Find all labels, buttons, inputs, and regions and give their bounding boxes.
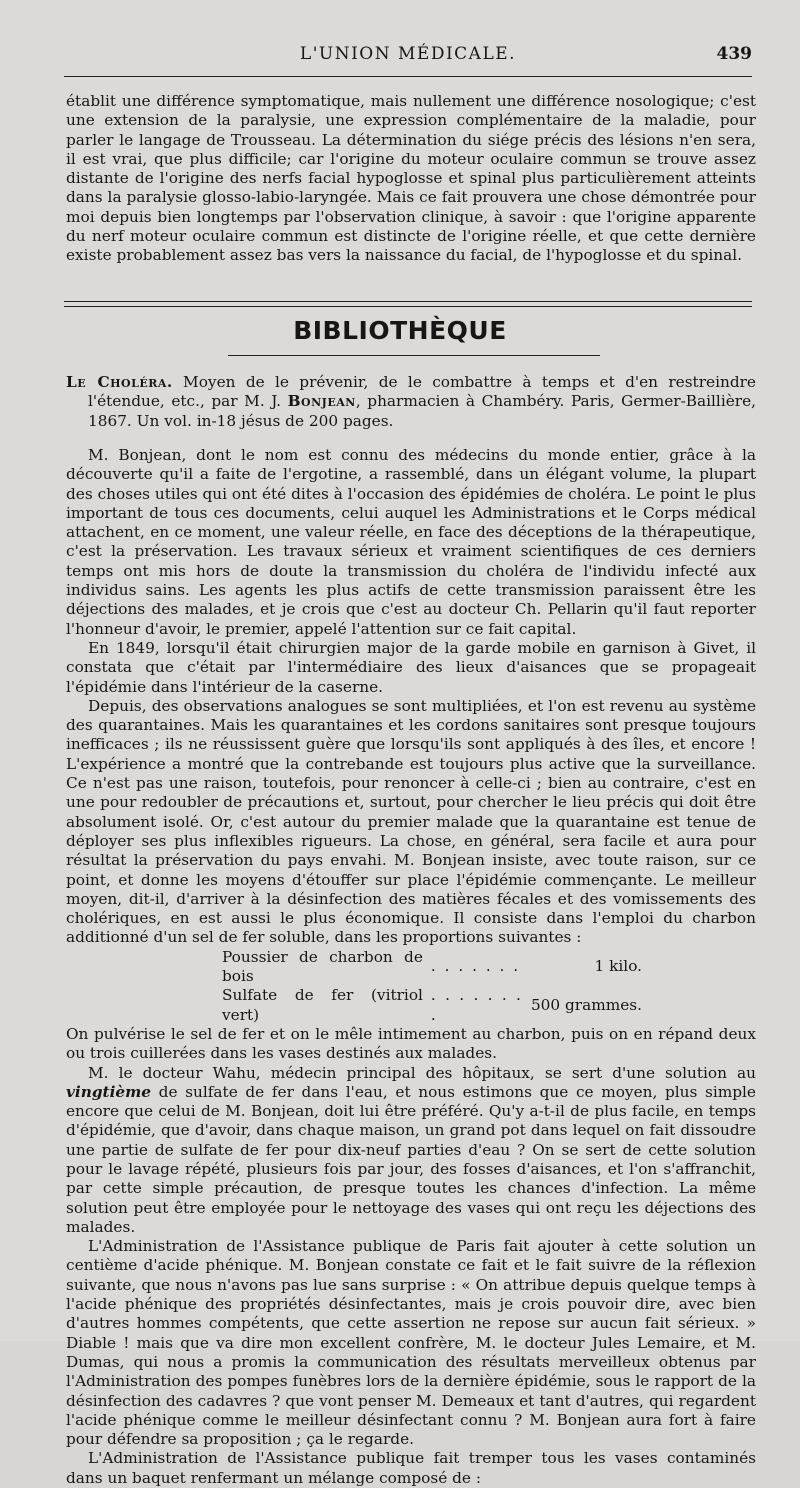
- citation-text-after: , pharmacien à Chambéry. Paris, Germer-Baillière, 1867. Un vol. in-18 jésus de 200 pages.: [88, 392, 756, 430]
- recipe-dots: . . . . . . .: [430, 957, 521, 976]
- review-paragraph-1: M. Bonjean, dont le nom est connu des médecins du monde entier, grâce à la découverte qu'il a faite de l'ergotine, a rassemblé, dans un élégant volume, la plupart des choses utiles qui ont été dites à l'occasion des épidémies de choléra. Le point le plus important de tous ces documents, celui auquel les Administrations et le Corps médical attachent, en ce moment, une valeur réelle, en face des déceptions de la thérapeutique, c'est la préservation. Les travaux sérieux et vraiment scientifiques de ces derniers temps ont mis hors de doute la transmission du choléra de l'individu infecté aux individus sains. Les agents les plus actifs de cette transmission paraissent être les déjections des malades, et je crois que c'est au docteur Ch. Pellarin qu'il faut reporter l'honneur d'avoir, le premier, appelé l'attention sur ce fait capital.: [66, 446, 756, 638]
- intro-paragraph: établit une différence symptomatique, mais nullement une différence nosologique; c'est une extension de la paralysie, une expression complémentaire de la maladie, pour parler le langage de Trousseau. La détermination du siége précis des lésions n'en sera, il est vrai, que plus difficile; car l'origine du moteur oculaire commun se trouve assez distante de l'origine des nerfs facial hypoglosse et spinal plus particulièrement atteints dans la paralysie glosso-labio-laryngée. Mais ce fait prouvera une chose démontrée pour moi depuis bien longtemps par l'observation clinique, à savoir : que l'origine apparente du nerf moteur oculaire commun est distincte de l'origine réelle, et que cette dernière existe probablement assez bas vers la naissance du facial, de l'hypoglosse et du spinal.: [66, 92, 756, 265]
- p5-text-before: M. le docteur Wahu, médecin principal des hôpitaux, se sert d'une solution au: [88, 1063, 756, 1082]
- book-citation: [66, 373, 756, 431]
- p5-text-after: de sulfate de fer dans l'eau, et nous estimons que ce moyen, plus simple encore que celui de M. Bonjean, doit lui être préféré. Qu'y a-t-il de plus facile, en temps d'épidémie, que d'avoir, dans chaque maison, un grand pot dans lequel on fait dissoudre une partie de sulfate de fer pour dix-neuf parties d'eau ? On se sert de cette solution pour le lavage répété, plusieurs fois par jour, des fosses d'aisances, et l'on s'affranchit, par cette simple précaution, de presque toutes les chances d'infection. La même solution peut être employée pour le nettoyage des vases qui ont reçu les déjections des malades.: [66, 1082, 756, 1236]
- recipe-dots: . . . . . . . .: [430, 986, 523, 1024]
- intro-text: [66, 92, 756, 266]
- review-body: [66, 446, 756, 1488]
- book-title: Le Choléra.: [66, 373, 173, 391]
- recipe-row: [222, 986, 642, 1025]
- review-paragraph-3: Depuis, des observations analogues se sont multipliées, et l'on est revenu au système des quarantaines. Mais les quarantaines et les cordons sanitaires sont presque toujours inefficaces ; ils ne réussissent guère que lorsqu'ils sont appliqués à des îles, et encore ! L'expérience a montré que la contrebande est toujours plus active que la surveillance. Ce n'est pas une raison, toutefois, pour renoncer à celle-ci ; bien au contraire, c'est en une pour redoubler de précautions et, surtout, pour chercher le lieu précis qui doit être absolument isolé. Or, c'est autour du premier malade que la quarantaine est tenue de déployer ses plus inflexibles rigueurs. La chose, en général, sera facile et aura pour résultat la préservation du pays envahi. M. Bonjean insiste, avec toute raison, sur ce point, et donne les moyens d'étouffer sur place l'épidémie commençante. Le meilleur moyen, dit-il, d'arriver à la désinfection des matières fécales et des vomissements des cholériques, en est aussi le plus économique. Il consiste dans l'emploi du charbon additionné d'un sel de fer soluble, dans les proportions suivantes :: [66, 696, 756, 947]
- review-paragraph-4: On pulvérise le sel de fer et on le mêle intimement au charbon, puis on en répand deux ou trois cuillerées dans les vases destinés aux malades.: [66, 1024, 756, 1063]
- citation-paragraph: [66, 373, 756, 431]
- recipe-quantity: 1 kilo.: [594, 957, 642, 976]
- running-title: L'UNION MÉDICALE.: [299, 44, 517, 64]
- recipe-quantity: 500 grammes.: [530, 995, 642, 1014]
- review-paragraph-7: L'Administration de l'Assistance publique fait tremper tous les vases contaminés dans un baquet renfermant un mélange composé de :: [66, 1449, 756, 1487]
- citation-text-before: Moyen de le prévenir, de le combattre à temps et d'en restreindre l'étendue, etc., par M. J.: [88, 373, 756, 411]
- recipe-item: Poussier de charbon de bois: [222, 947, 423, 986]
- recipe-table: [222, 948, 642, 1025]
- p5-emphasis: vingtième: [66, 1082, 152, 1101]
- review-paragraph-5: [66, 1064, 756, 1238]
- section-title: BIBLIOTHÈQUE: [293, 316, 507, 345]
- recipe-row: [222, 948, 642, 987]
- book-author: Bonjean: [287, 392, 356, 411]
- section-title-rule: [228, 355, 600, 356]
- page-header: [64, 44, 752, 70]
- recipe-item: Sulfate de fer (vitriol vert): [222, 986, 423, 1024]
- header-rule: [64, 76, 752, 77]
- page-number: 439: [716, 44, 752, 64]
- review-paragraph-2: En 1849, lorsqu'il était chirurgien major de la garde mobile en garnison à Givet, il constata que c'était par l'intermédiaire des lieux d'aisances que se propageait l'épidémie dans l'intérieur de la caserne.: [66, 638, 756, 696]
- review-paragraph-6: L'Administration de l'Assistance publique de Paris fait ajouter à cette solution un centième d'acide phénique. M. Bonjean constate ce fait et le fait suivre de la réflexion suivante, que nous n'avons pas lue sans surprise : « On attribue depuis quelque temps à l'acide phénique des propriétés désinfectantes, mais je crois pouvoir dire, avec bien d'autres hommes compétents, que cette assertion ne repose sur aucun fait sérieux. » Diable ! mais que va dire mon excellent confrère, M. le docteur Jules Lemaire, et M. Dumas, qui nous a promis la communication des résultats merveilleux obtenus par l'Administration des pompes funèbres lors de la dernière épidémie, sous le rapport de la désinfection des cadavres ? que vont penser M. Demeaux et tant d'autres, qui regardent l'acide phénique comme le meilleur désinfectant connu ? M. Bonjean aura fort à faire pour défendre sa proposition ; ça le regarde.: [66, 1237, 756, 1449]
- section-divider: [64, 301, 752, 307]
